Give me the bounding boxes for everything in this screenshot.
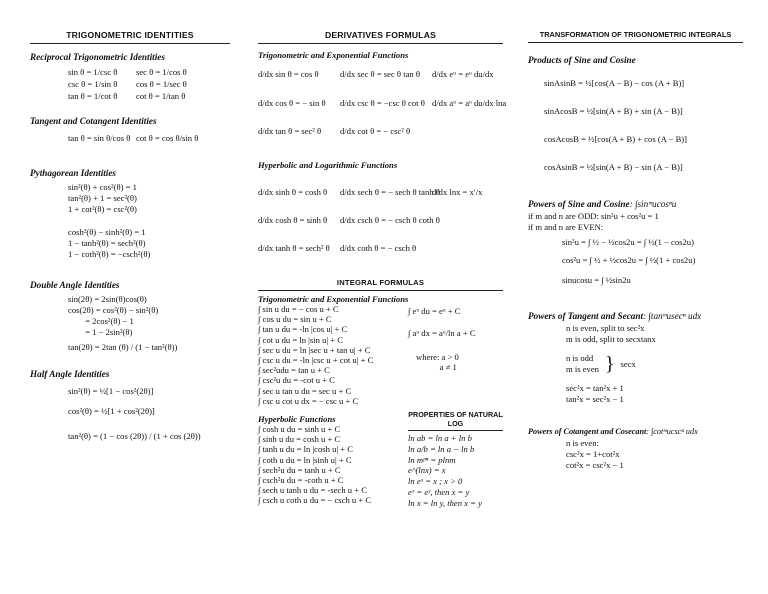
formula <box>432 120 512 142</box>
formula: d/dx eᵘ = eᵘ du/dx <box>432 69 494 79</box>
formula: ∫ tan u du = -ln |cos u| + C <box>258 324 348 335</box>
rule: n is odd <box>566 353 594 363</box>
log-property: e^(lnx) = x <box>408 465 446 476</box>
odd-even-rule <box>566 353 743 375</box>
formula: ∫ coth u du = ln |sinh u| + C <box>258 454 352 465</box>
integral-trig-formulas <box>258 304 503 406</box>
pythagorean-identities <box>30 182 230 260</box>
formula: ∫ cosh u du = sinh u + C <box>258 424 341 435</box>
formula: d/dx tan θ = sec² θ <box>258 126 322 136</box>
powers-sc-title-tail: : ∫sinᵐucosⁿu <box>629 199 677 209</box>
formula: d/dx cos θ = − sin θ <box>258 98 326 108</box>
identity: 1 − coth²(θ) = −csch²(θ) <box>68 249 151 259</box>
identity: tan²(θ) + 1 = sec²(θ) <box>68 193 137 203</box>
formula: d/dx lnx = x′/x <box>432 187 483 197</box>
identity: cot θ = 1/tan θ <box>136 91 186 101</box>
formula: d/dx tanh θ = sech² θ <box>258 243 330 253</box>
derivatives-column <box>258 30 507 509</box>
formula: d/dx csc θ = −csc θ cot θ <box>340 98 425 108</box>
identity: sin(2θ) = 2sin(θ)cos(θ) <box>68 294 147 304</box>
formula: d/dx csch θ = − csch θ coth θ <box>340 215 440 225</box>
formula: ∫ csc²u du = -cot u + C <box>258 375 335 386</box>
integral-hyp-title: Hyperbolic Functions <box>258 414 336 425</box>
formula: ∫ sec²udu = tan u + C <box>258 365 330 376</box>
log-property: eˣ = eʸ, then x = y <box>408 487 470 498</box>
identity: cosh²(θ) − sinh²(θ) = 1 <box>68 227 146 237</box>
integral-exp-right <box>408 304 503 406</box>
deriv-trig-title: Trigonometric and Exponential Functions <box>258 50 409 60</box>
identity: cos θ = 1/sec θ <box>136 79 187 89</box>
powers-sine-cosine-title <box>528 199 743 209</box>
rule: n is even, split to sec²x <box>566 323 645 333</box>
integral-hyp-block <box>258 410 503 509</box>
identity: sin²(θ) = ½[1 − cos²(2θ)] <box>68 386 154 396</box>
powers-sc-title-text: Powers of Sine and Cosine <box>528 199 630 209</box>
formula: sinAsinB = ½[cos(A − B) − cos (A + B)] <box>544 78 685 88</box>
identity: cos²(θ) = ½[1 + cos²(2θ)] <box>68 406 155 416</box>
formula: ∫ sech²u du = tanh u + C <box>258 464 341 475</box>
formula: d/dx sinh θ = cosh θ <box>258 187 328 197</box>
identity: = 2cos²(θ) − 1 <box>68 316 134 326</box>
formula: sinAcosB = ½[sin(A + B) + sin (A − B)] <box>544 106 683 116</box>
log-property: ln x = ln y, then x = y <box>408 497 482 508</box>
identity: cot θ = cos θ/sin θ <box>136 133 199 143</box>
identity: tan²(θ) = (1 − cos (2θ)) / (1 + cos (2θ)) <box>68 431 201 441</box>
log-property: ln eˣ = x ; x > 0 <box>408 476 463 487</box>
natural-log-heading: PROPERTIES OF NATURAL LOG <box>408 410 503 431</box>
rule: n is even: <box>566 438 599 448</box>
products-formulas <box>528 69 743 181</box>
formula <box>432 206 512 234</box>
formula: ∫ csc u du = -ln |csc u + cot u| + C <box>258 355 374 366</box>
tan-sec-rules <box>528 323 743 405</box>
formula: cosAcosB = ½[cos(A + B) + cos (A − B)] <box>544 134 688 144</box>
deriv-trig-formulas <box>258 62 507 142</box>
powers-cc-title-tail: : ∫cotᵐucscⁿ udx <box>646 427 698 436</box>
formula: ∫ sec u tan u du = sec u + C <box>258 385 352 396</box>
transformation-heading: TRANSFORMATION OF TRIGONOMETRIC INTEGRALS <box>528 30 743 43</box>
log-property: ln mᵖⁿ = plnm <box>408 454 456 465</box>
pythagorean-title: Pythagorean Identities <box>30 168 117 178</box>
tangent-identities <box>30 132 230 144</box>
identity: csc²x = 1+cot²x <box>566 449 620 459</box>
deriv-hyp-formulas <box>258 178 503 262</box>
formula: ∫ sech u tanh u du = -sech u + C <box>258 485 367 496</box>
deriv-hyp-title: Hyperbolic and Logarithmic Functions <box>258 160 398 170</box>
trig-identities-heading: TRIGONOMETRIC IDENTITIES <box>30 30 230 44</box>
half-angle-identities <box>30 383 230 449</box>
transformation-column <box>528 30 743 471</box>
powers-ts-title-text: Powers of Tangent and Secant <box>528 311 644 321</box>
powers-cc-title-text: Powers of Cotangent and Cosecant <box>528 427 647 436</box>
identity: sec²x = tan²x + 1 <box>566 383 624 393</box>
identity: tan(2θ) = 2tan (θ) / (1 − tan²(θ)) <box>68 342 178 352</box>
identity: cos(2θ) = cos²(θ) − sin²(θ) <box>68 305 159 315</box>
integral-trig-left <box>258 304 408 406</box>
formula: d/dx coth θ = − csch θ <box>340 243 417 253</box>
formula: ∫ cot u du = ln |sin u| + C <box>258 334 343 345</box>
formula: ∫ sin u du = − cos u + C <box>258 304 339 314</box>
reciprocal-identities <box>30 66 230 102</box>
formula: ∫ sinh u du = cosh u + C <box>258 434 341 445</box>
identity: tan θ = 1/cot θ <box>68 91 118 101</box>
identity: cot²x = csc²x − 1 <box>566 460 624 470</box>
identity: csc θ = 1/sin θ <box>68 79 118 89</box>
integral-heading: INTEGRAL FORMULAS <box>258 278 503 291</box>
integral-trig-title: Trigonometric and Exponential Functions <box>258 294 409 304</box>
cot-csc-rules <box>528 438 743 471</box>
rule: m is even <box>566 364 599 374</box>
even-power-formulas <box>528 233 743 291</box>
formula: ∫ cos u du = sin u + C <box>258 314 332 325</box>
formula: cosAsinB = ½[sin(A + B) − sin (A − B)] <box>544 162 683 172</box>
formula: d/dx sech θ = − sech θ tanh θ <box>340 187 440 197</box>
formula: sinucosu = ∫ ½sin2u <box>562 275 631 285</box>
formula: d/dx cosh θ = sinh θ <box>258 215 328 225</box>
formula: ∫ tanh u du = ln |cosh u| + C <box>258 444 353 455</box>
formula: d/dx aᵘ = aᵘ du/dx lna <box>432 98 507 108</box>
derivatives-heading: DERIVATIVES FORMULAS <box>258 30 503 44</box>
formula: ∫ aᵘ dx = aᵘ/ln a + C <box>408 328 476 338</box>
identity: sin²(θ) + cos²(θ) = 1 <box>68 182 137 192</box>
double-angle-title: Double Angle Identities <box>30 280 120 290</box>
identity: 1 + cot²(θ) = csc²(θ) <box>68 204 137 214</box>
log-property: ln a/b = ln a − ln b <box>408 443 475 454</box>
rule: m is odd, split to secxtanx <box>566 334 656 344</box>
rule: if m and n are ODD: sin²u + cos²u = 1 <box>528 211 659 221</box>
condition: a ≠ 1 <box>416 362 457 372</box>
formula <box>432 234 512 262</box>
reciprocal-title: Reciprocal Trigonometric Identities <box>30 52 165 62</box>
log-property: ln ab = ln a + ln b <box>408 433 472 444</box>
natural-log-properties <box>408 410 503 509</box>
condition: where: a > 0 <box>416 352 459 362</box>
formula: cos²u = ∫ ½ + ½cos2u = ∫ ½(1 + cos2u) <box>562 255 696 265</box>
rule: if m and n are EVEN: <box>528 222 604 232</box>
formula: ∫ csc u cot u dx = − csc u + C <box>258 395 359 406</box>
formula: ∫ eᵘ du = eᵘ + C <box>408 306 461 316</box>
tangent-title: Tangent and Cotangent Identities <box>30 116 157 126</box>
powers-ts-title-tail: : ∫tanᵐusecⁿ udx <box>643 311 702 321</box>
identity: = 1 − 2sin²(θ) <box>68 327 133 337</box>
powers-cot-csc-title <box>528 427 743 436</box>
products-title: Products of Sine and Cosine <box>528 55 636 65</box>
formula: ∫ csch²u du = -coth u + C <box>258 475 344 486</box>
double-angle-identities <box>30 294 230 353</box>
formula: d/dx sec θ = sec θ tan θ <box>340 69 420 79</box>
formula: d/dx cot θ = − csc² θ <box>340 126 411 136</box>
integral-hyp-left <box>258 410 408 509</box>
brace-icon: } <box>604 353 615 375</box>
rule: secx <box>620 358 636 369</box>
identity: sin θ = 1/csc θ <box>68 67 118 77</box>
powers-tan-sec-title <box>528 311 743 321</box>
formula: ∫ sec u du = ln |sec u + tan u| + C <box>258 344 371 355</box>
identity: tan²x = sec²x − 1 <box>566 394 624 404</box>
identity: sec θ = 1/cos θ <box>136 67 187 77</box>
formula: ∫ csch u coth u du = − csch u + C <box>258 495 372 506</box>
identity: tan θ = sin θ/cos θ <box>68 133 131 143</box>
formula: sin²u = ∫ ½ − ½cos2u = ∫ ½(1 − cos2u) <box>562 237 694 247</box>
half-angle-title: Half Angle Identities <box>30 369 110 379</box>
trig-identities-column <box>30 30 230 449</box>
formula: d/dx sin θ = cos θ <box>258 69 319 79</box>
identity: 1 − tanh²(θ) = sech²(θ) <box>68 238 146 248</box>
